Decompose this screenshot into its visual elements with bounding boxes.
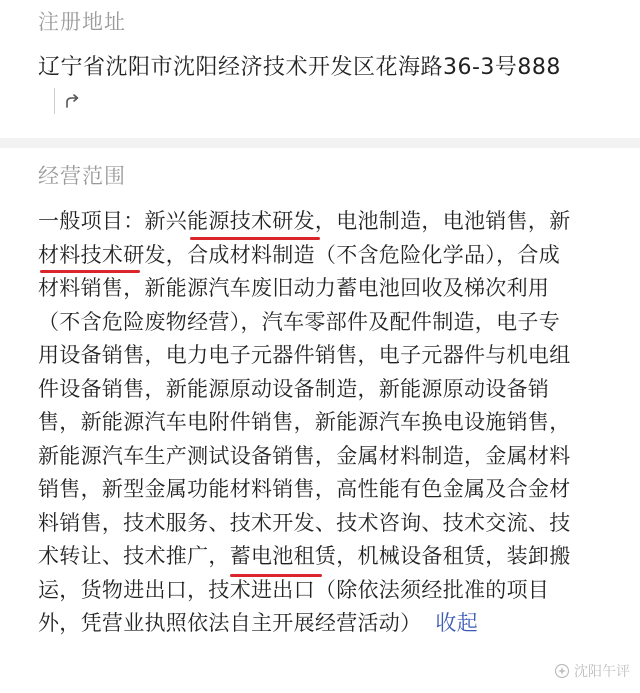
scope-line-text: 材料技术研发，合成材料制造（不含危险化学品），合成 — [38, 242, 560, 267]
copy-divider — [54, 88, 55, 114]
scope-line — [38, 540, 571, 570]
highlight-underline — [190, 237, 320, 240]
business-scope-label: 经营范围 — [38, 164, 126, 188]
scope-line-text: 术转让、技术推广，蓄电池租赁，机械设备租赁，装卸搬 — [38, 544, 571, 568]
scope-line — [38, 272, 549, 302]
scope-line — [38, 205, 571, 235]
scope-line-text: 新能源汽车生产测试设备销售，金属材料制造，金属材料 — [38, 443, 571, 468]
sparkle-icon — [554, 663, 570, 679]
scope-line-text: 外，凭营业执照依法自主开展经营活动） — [38, 611, 422, 635]
highlight-underline — [40, 270, 140, 273]
scope-line-text: 材料销售，新能源汽车废旧动力蓄电池回收及梯次利用 — [38, 276, 550, 300]
watermark — [554, 661, 630, 681]
scope-line — [38, 473, 571, 503]
scope-line — [38, 507, 571, 537]
scope-line-text: 用设备销售，电力电子元器件销售，电子元器件与机电组 — [38, 343, 571, 367]
copy-area — [54, 88, 94, 118]
scope-line — [38, 607, 478, 637]
scope-line — [38, 406, 571, 436]
scope-line — [38, 306, 560, 336]
highlight-underline — [230, 574, 322, 577]
scope-line — [38, 574, 549, 604]
scope-line-text: 料销售，技术服务、技术开发、技术咨询、技术交流、技 — [38, 510, 571, 535]
scope-line-text: 运，货物进出口，技术进出口（除依法须经批准的项目 — [38, 577, 550, 602]
collapse-button[interactable]: 收起 — [435, 611, 479, 635]
share-arrow-icon[interactable] — [64, 92, 82, 110]
watermark-text: 沈阳午评 — [574, 664, 630, 680]
scope-line-text: 一般项目：新兴能源技术研发，电池制造，电池销售，新 — [38, 209, 571, 233]
scope-line — [38, 373, 549, 403]
scope-line — [38, 339, 571, 369]
registered-address-label: 注册地址 — [38, 10, 126, 34]
scope-line-text: 件设备销售，新能源原动设备制造，新能源原动设备销 — [38, 376, 550, 401]
scope-line — [38, 440, 571, 470]
scope-line-text: 销售，新型金属功能材料销售，高性能有色金属及合金材 — [38, 477, 571, 501]
scope-line-text: （不含危险废物经营），汽车零部件及配件制造，电子专 — [38, 309, 560, 334]
scope-line — [38, 239, 560, 269]
section-divider — [0, 138, 640, 148]
scope-line-text: 售，新能源汽车电附件销售，新能源汽车换电设施销售， — [38, 410, 571, 434]
registered-address-value: 辽宁省沈阳市沈阳经济技术开发区花海路36-3号888 — [38, 55, 561, 80]
